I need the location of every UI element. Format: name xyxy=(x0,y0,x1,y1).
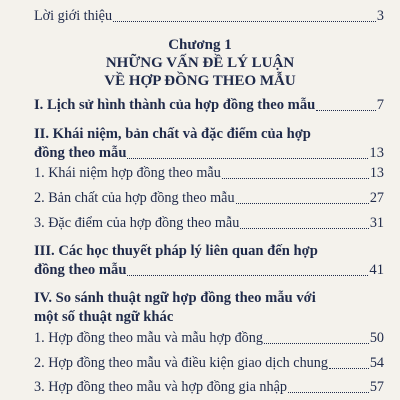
toc-entry-label: 2. Hợp đồng theo mẫu và điều kiện giao dịch chung xyxy=(34,355,328,371)
dot-leader xyxy=(222,177,369,179)
toc-section-label: I. Lịch sử hình thành của hợp đồng theo mẫu xyxy=(34,97,316,113)
toc-section-4-line-1[interactable] xyxy=(34,288,384,308)
toc-page-number: 13 xyxy=(369,165,384,181)
dot-leader xyxy=(264,342,369,344)
toc-entry-label: 1. Hợp đồng theo mẫu và mẫu hợp đồng xyxy=(34,330,263,346)
toc-entry-label: 3. Hợp đồng theo mẫu và hợp đồng gia nhập xyxy=(34,379,287,395)
toc-page-number: 27 xyxy=(369,190,384,206)
dot-leader xyxy=(236,202,369,204)
toc-entry-label: 1. Khái niệm hợp đồng theo mẫu xyxy=(34,165,221,181)
toc-page-number: 57 xyxy=(369,379,384,395)
dot-leader xyxy=(240,227,369,229)
toc-subsection-4-3[interactable] xyxy=(34,377,384,397)
toc-subsection-2-3[interactable] xyxy=(34,213,384,233)
dot-leader xyxy=(127,157,368,159)
toc-section-2-line-1[interactable] xyxy=(34,124,384,144)
toc-entry-label: Lời giới thiệu xyxy=(34,8,113,24)
toc-page-number: 31 xyxy=(369,215,384,231)
toc-section-label-cont: đồng theo mẫu xyxy=(34,145,127,161)
dot-leader xyxy=(316,109,375,111)
toc-section-label: III. Các học thuyết pháp lý liên quan đến hợp xyxy=(34,243,318,259)
dot-leader xyxy=(288,391,369,393)
toc-page-number: 54 xyxy=(369,355,384,371)
dot-leader xyxy=(127,274,368,276)
toc-subsection-4-1[interactable] xyxy=(34,328,384,348)
toc-section-3-line-2[interactable] xyxy=(34,260,384,280)
dot-leader xyxy=(329,367,369,369)
toc-section-label-cont: một số thuật ngữ khác xyxy=(34,309,174,325)
toc-page-number: 13 xyxy=(369,145,384,161)
toc-section-label: II. Khái niệm, bản chất và đặc điểm của hợp xyxy=(34,126,311,142)
toc-subsection-2-2[interactable] xyxy=(34,188,384,208)
chapter-title-line-1: NHỮNG VẤN ĐỀ LÝ LUẬN xyxy=(105,55,295,71)
toc-entry-intro[interactable] xyxy=(34,6,384,26)
toc-entry-label: 3. Đặc điểm của hợp đồng theo mẫu xyxy=(34,215,240,231)
toc-page-number: 7 xyxy=(376,97,384,113)
toc-entry-label: 2. Bản chất của hợp đồng theo mẫu xyxy=(34,190,235,206)
toc-subsection-4-2[interactable] xyxy=(34,353,384,373)
chapter-title-line-2: VỀ HỢP ĐỒNG THEO MẪU xyxy=(104,73,296,89)
toc-page-number: 3 xyxy=(376,8,384,24)
toc-section-3-line-1[interactable] xyxy=(34,241,384,261)
toc-page-number: 41 xyxy=(369,262,384,278)
toc-subsection-2-1[interactable] xyxy=(34,163,384,183)
chapter-number: Chương 1 xyxy=(168,37,232,53)
toc-section-label-cont: đồng theo mẫu xyxy=(34,262,127,278)
toc-section-1[interactable] xyxy=(34,95,384,115)
toc-section-label: IV. So sánh thuật ngữ hợp đồng theo mẫu với xyxy=(34,290,316,306)
dot-leader xyxy=(113,20,376,22)
toc-section-2-line-2[interactable] xyxy=(34,143,384,163)
toc-section-4-line-2[interactable] xyxy=(34,307,384,327)
toc-page-number: 50 xyxy=(369,330,384,346)
